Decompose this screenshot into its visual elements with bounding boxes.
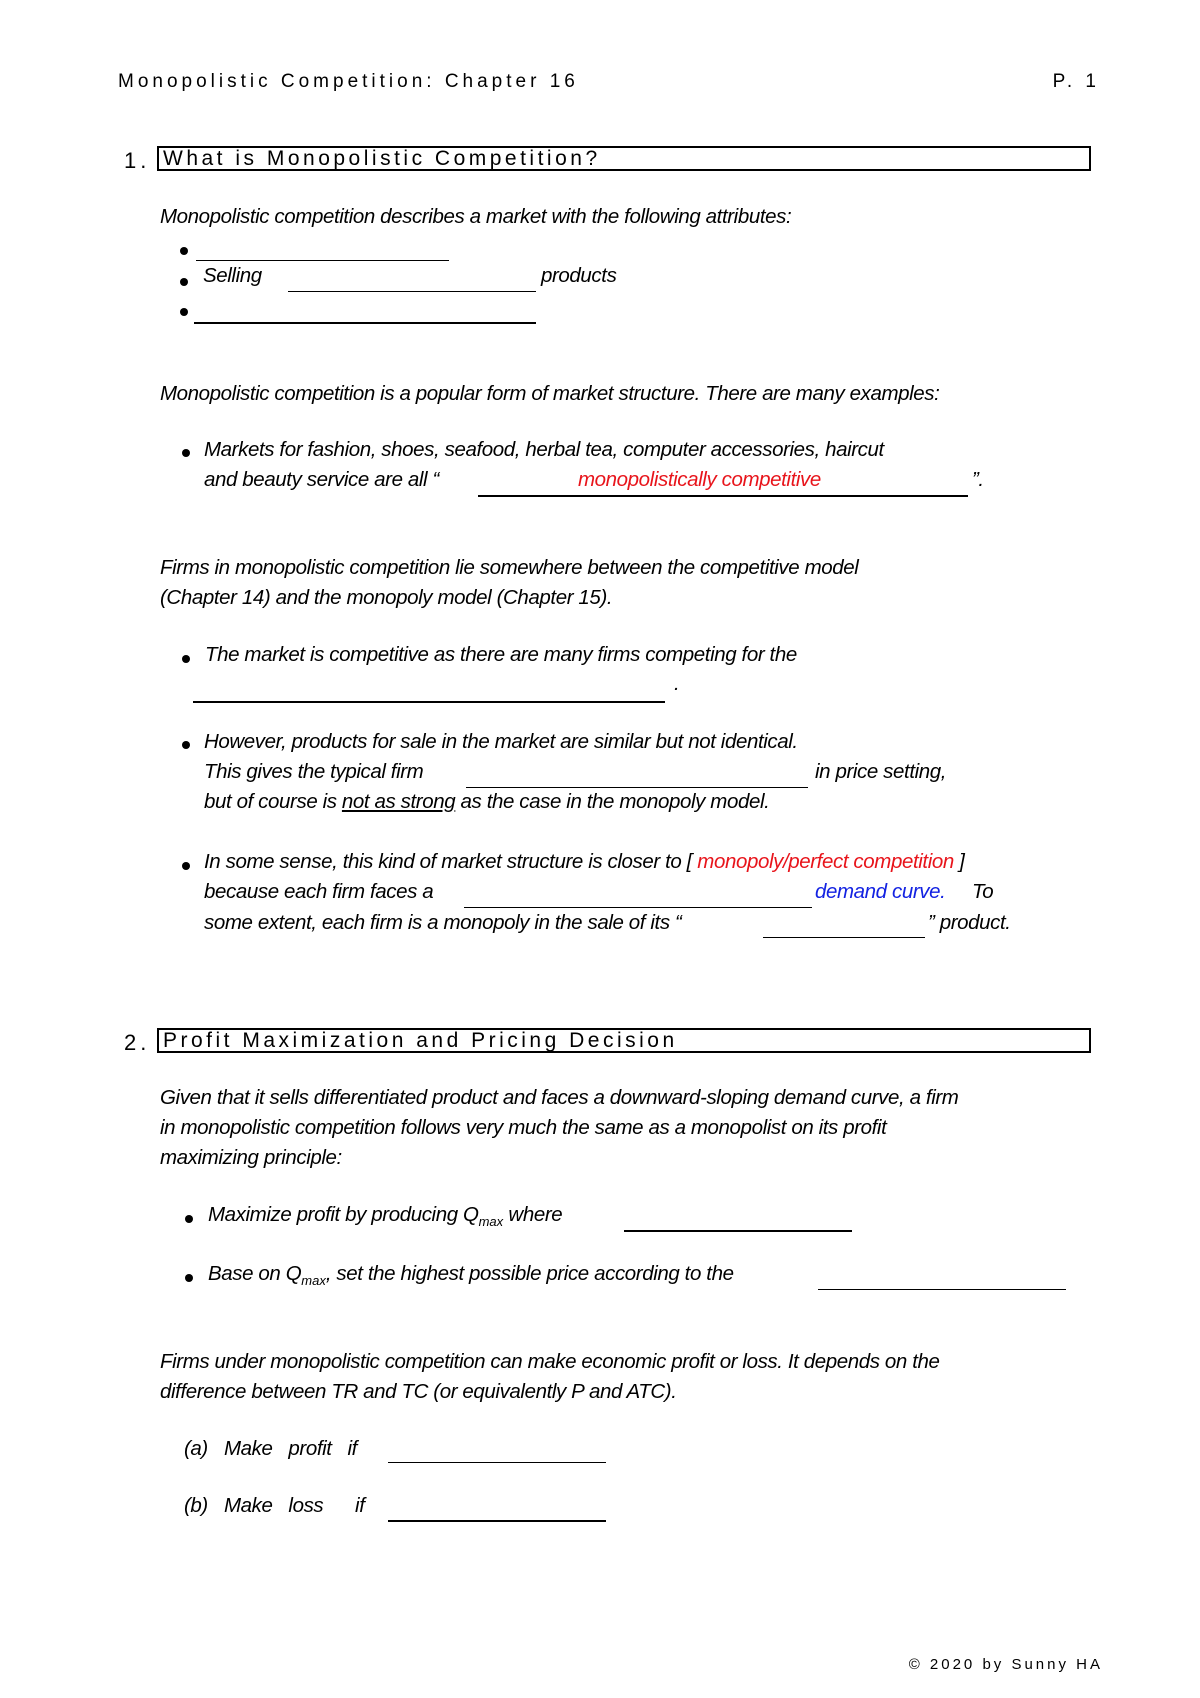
s2-p1-line2: in monopolistic competition follows very much the same as a monopolist on its profit: [160, 1116, 887, 1139]
s1-b3-line1: [204, 850, 964, 874]
answer-blank[interactable]: [763, 937, 925, 938]
s2-a-text: Make profit if: [224, 1437, 357, 1460]
s1-between-line1: Firms in monopolistic competition lie somewhere between the competitive model: [160, 556, 859, 579]
answer-blank[interactable]: [478, 495, 968, 497]
section-1-title: What is Monopolistic Competition?: [157, 146, 1091, 171]
answer-blank[interactable]: [196, 260, 449, 261]
page-header-title: Monopolistic Competition: Chapter 16: [118, 71, 579, 92]
s2-m1-before: Maximize profit by producing Q: [208, 1203, 479, 1226]
bullet-icon: [182, 655, 190, 663]
page-number: P. 1: [1052, 71, 1100, 92]
s2-m1-after: where: [503, 1203, 563, 1226]
s1-b3-line3-before: some extent, each firm is a monopoly in the sale of its “: [204, 911, 682, 934]
bullet-icon: [182, 741, 190, 749]
section-2-title: Profit Maximization and Pricing Decision: [157, 1028, 1091, 1053]
s1-attr2-before: Selling: [203, 264, 262, 287]
s2-p1-line1: Given that it sells differentiated product and faces a downward-sloping demand curve, a firm: [160, 1086, 959, 1109]
section-2-number: 2.: [124, 1030, 151, 1055]
answer-blank[interactable]: [624, 1230, 852, 1232]
s1-b3-line3-after: ” product.: [928, 911, 1011, 934]
answer-blank[interactable]: [288, 291, 536, 292]
s1-b2-line3-after: as the case in the monopoly model.: [455, 790, 770, 813]
copyright-footer: © 2020 by Sunny HA: [908, 1656, 1103, 1673]
answer-blank[interactable]: [193, 701, 665, 703]
s2-m1-sub: max: [478, 1214, 504, 1230]
s2-m2-before: Base on Q: [208, 1262, 302, 1285]
bullet-icon: [180, 308, 188, 316]
s1-b2-underlined: not as strong: [341, 790, 456, 813]
bullet-icon: [182, 449, 190, 457]
s1-ex-line1: Markets for fashion, shoes, seafood, herbal tea, computer accessories, haircut: [204, 438, 884, 461]
s2-m2-sub: max: [301, 1273, 326, 1289]
s1-ex-line2-before: and beauty service are all “: [204, 468, 439, 491]
s1-b2-line3-before: but of course is: [204, 790, 342, 813]
s1-b3-slash: /: [782, 850, 789, 873]
s2-b-text: Make loss if: [224, 1494, 365, 1517]
answer-blank[interactable]: [818, 1289, 1066, 1290]
s1-b3-line2-after: To: [972, 880, 994, 903]
s1-ex-answer: monopolistically competitive: [578, 468, 821, 491]
s1-popular: Monopolistic competition is a popular form of market structure. There are many examples:: [160, 382, 940, 405]
s1-attr2-after: products: [541, 264, 617, 287]
s1-b3-option-perfect: perfect competition: [788, 850, 954, 873]
s1-ex-line2-after: ”.: [972, 468, 984, 491]
s2-p1-line3: maximizing principle:: [160, 1146, 342, 1169]
s2-b-label: (b): [184, 1494, 208, 1517]
s1-b3-close: ]: [959, 850, 965, 873]
s1-between-line2: (Chapter 14) and the monopoly model (Chapter 15).: [160, 586, 613, 609]
answer-blank[interactable]: [388, 1462, 606, 1463]
answer-blank[interactable]: [388, 1520, 606, 1522]
s1-b3-line2-before: because each firm faces a: [204, 880, 434, 903]
s1-b1-end: .: [674, 672, 680, 695]
s1-b3-demand-curve: demand curve.: [815, 880, 946, 903]
bullet-icon: [182, 862, 190, 870]
s1-b2-line1: However, products for sale in the market are similar but not identical.: [204, 730, 798, 753]
answer-blank[interactable]: [464, 907, 812, 908]
bullet-icon: [180, 278, 188, 286]
answer-blank[interactable]: [466, 787, 808, 788]
s1-b1-line1: The market is competitive as there are many firms competing for the: [205, 643, 797, 666]
bullet-icon: [180, 247, 188, 255]
s1-b2-line2-after: in price setting,: [815, 760, 947, 783]
s2-a-label: (a): [184, 1437, 208, 1460]
s1-b2-line2-before: This gives the typical firm: [204, 760, 424, 783]
s2-m1: [208, 1203, 562, 1229]
s1-b2-line3: [204, 790, 769, 814]
s1-b3-option-monopoly: monopoly: [697, 850, 783, 873]
s2-p2-line1: Firms under monopolistic competition can make economic profit or loss. It depends on the: [160, 1350, 940, 1373]
s1-intro: Monopolistic competition describes a market with the following attributes:: [160, 205, 792, 228]
s2-m2-after: , set the highest possible price according to the: [325, 1262, 734, 1285]
bullet-icon: [185, 1215, 193, 1223]
s2-m2: [208, 1262, 734, 1288]
answer-blank[interactable]: [194, 322, 536, 324]
s1-b3-line1-before: In some sense, this kind of market structure is closer to [: [204, 850, 692, 873]
bullet-icon: [185, 1274, 193, 1282]
section-1-number: 1.: [124, 148, 151, 173]
s2-p2-line2: difference between TR and TC (or equivalently P and ATC).: [160, 1380, 677, 1403]
